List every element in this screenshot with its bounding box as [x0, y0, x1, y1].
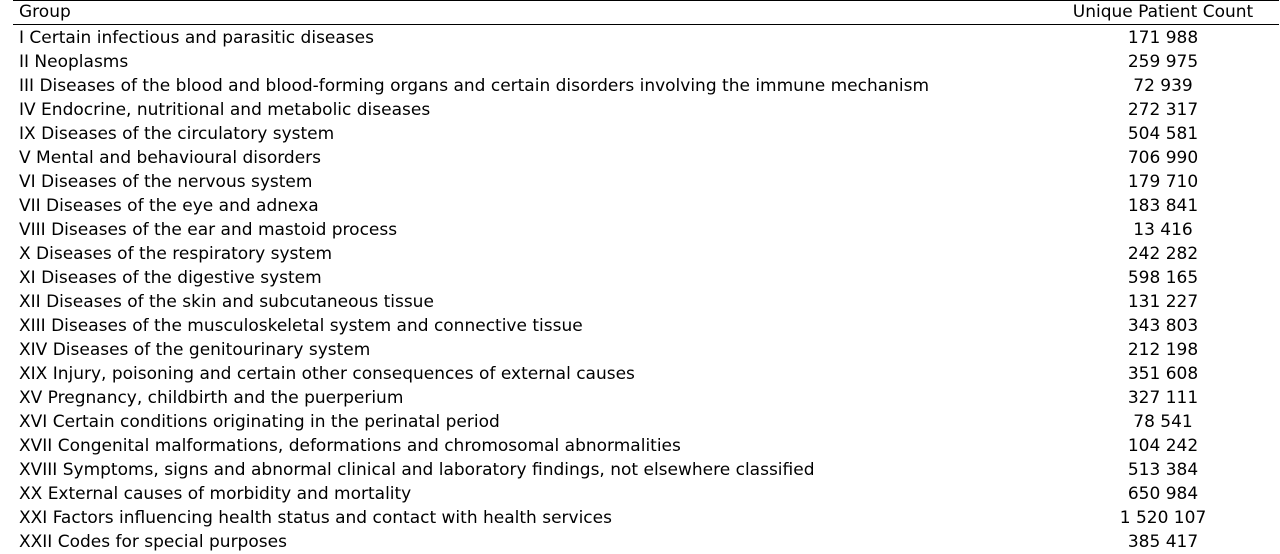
- count-cell: 242 282: [1127, 243, 1199, 264]
- count-cell: 131 227: [1127, 291, 1199, 312]
- group-cell: XIV Diseases of the genitourinary system: [19, 339, 371, 360]
- table-row: [13, 242, 1279, 266]
- count-cell: 343 803: [1127, 315, 1199, 336]
- group-cell: IX Diseases of the circulatory system: [19, 123, 335, 144]
- table-row: [13, 530, 1279, 554]
- table-row: [13, 50, 1279, 74]
- count-cell: 1 520 107: [1119, 507, 1207, 528]
- group-cell: XX External causes of morbidity and mortality: [19, 483, 412, 504]
- count-cell: 72 939: [1133, 75, 1193, 96]
- table-row: [13, 290, 1279, 314]
- table-row: [13, 194, 1279, 218]
- table-row: [13, 506, 1279, 530]
- table-row: [13, 338, 1279, 362]
- group-cell: XIX Injury, poisoning and certain other consequences of external causes: [19, 363, 635, 384]
- count-cell: 212 198: [1127, 339, 1199, 360]
- table-row: [13, 170, 1279, 194]
- table-row: [13, 386, 1279, 410]
- group-cell: VI Diseases of the nervous system: [19, 171, 313, 192]
- count-cell: 183 841: [1127, 195, 1199, 216]
- table-row: [13, 458, 1279, 482]
- table-row: [13, 98, 1279, 122]
- group-cell: XXI Factors influencing health status and contact with health services: [19, 507, 612, 528]
- group-cell: IV Endocrine, nutritional and metabolic diseases: [19, 99, 431, 120]
- table-row: [13, 314, 1279, 338]
- count-cell: 179 710: [1127, 171, 1199, 192]
- group-cell: XIII Diseases of the musculoskeletal system and connective tissue: [19, 315, 583, 336]
- table-row: [13, 146, 1279, 170]
- group-cell: III Diseases of the blood and blood-forming organs and certain disorders involving the immune mechanism: [19, 75, 930, 96]
- table-row: [13, 434, 1279, 458]
- table-row: [13, 362, 1279, 386]
- group-cell: XV Pregnancy, childbirth and the puerperium: [19, 387, 404, 408]
- count-cell: 171 988: [1127, 27, 1199, 48]
- count-cell: 259 975: [1127, 51, 1199, 72]
- count-cell: 78 541: [1133, 411, 1193, 432]
- table-row: [13, 482, 1279, 506]
- count-cell: 513 384: [1127, 459, 1199, 480]
- group-cell: XVII Congenital malformations, deformations and chromosomal abnormalities: [19, 435, 681, 456]
- header-row: [13, 1, 1279, 25]
- table-row: [13, 25, 1279, 51]
- table-body: [13, 25, 1279, 554]
- count-cell: 13 416: [1133, 219, 1193, 240]
- table-row: [13, 410, 1279, 434]
- group-cell: II Neoplasms: [19, 51, 129, 72]
- count-cell: 272 317: [1127, 99, 1199, 120]
- group-cell: X Diseases of the respiratory system: [19, 243, 333, 264]
- table-header: [13, 1, 1279, 25]
- group-cell: XXII Codes for special purposes: [19, 531, 287, 552]
- count-cell: 385 417: [1127, 531, 1199, 552]
- group-cell: XI Diseases of the digestive system: [19, 267, 322, 288]
- group-cell: VIII Diseases of the ear and mastoid process: [19, 219, 398, 240]
- count-cell: 706 990: [1127, 147, 1199, 168]
- table-row: [13, 266, 1279, 290]
- patient-count-table: [13, 0, 1279, 554]
- count-cell: 650 984: [1127, 483, 1199, 504]
- group-cell: XVIII Symptoms, signs and abnormal clinical and laboratory findings, not elsewhere classified: [19, 459, 815, 480]
- group-cell: VII Diseases of the eye and adnexa: [19, 195, 319, 216]
- group-cell: I Certain infectious and parasitic diseases: [19, 27, 374, 48]
- group-cell: V Mental and behavioural disorders: [19, 147, 322, 168]
- count-cell: 351 608: [1127, 363, 1199, 384]
- table-row: [13, 74, 1279, 98]
- table-row: [13, 218, 1279, 242]
- count-cell: 327 111: [1127, 387, 1199, 408]
- group-column-header: Group: [19, 2, 71, 22]
- group-cell: XII Diseases of the skin and subcutaneous tissue: [19, 291, 434, 312]
- count-column-header: Unique Patient Count: [1072, 2, 1254, 22]
- count-cell: 504 581: [1127, 123, 1199, 144]
- group-cell: XVI Certain conditions originating in the perinatal period: [19, 411, 500, 432]
- count-cell: 598 165: [1127, 267, 1199, 288]
- count-cell: 104 242: [1127, 435, 1199, 456]
- table-row: [13, 122, 1279, 146]
